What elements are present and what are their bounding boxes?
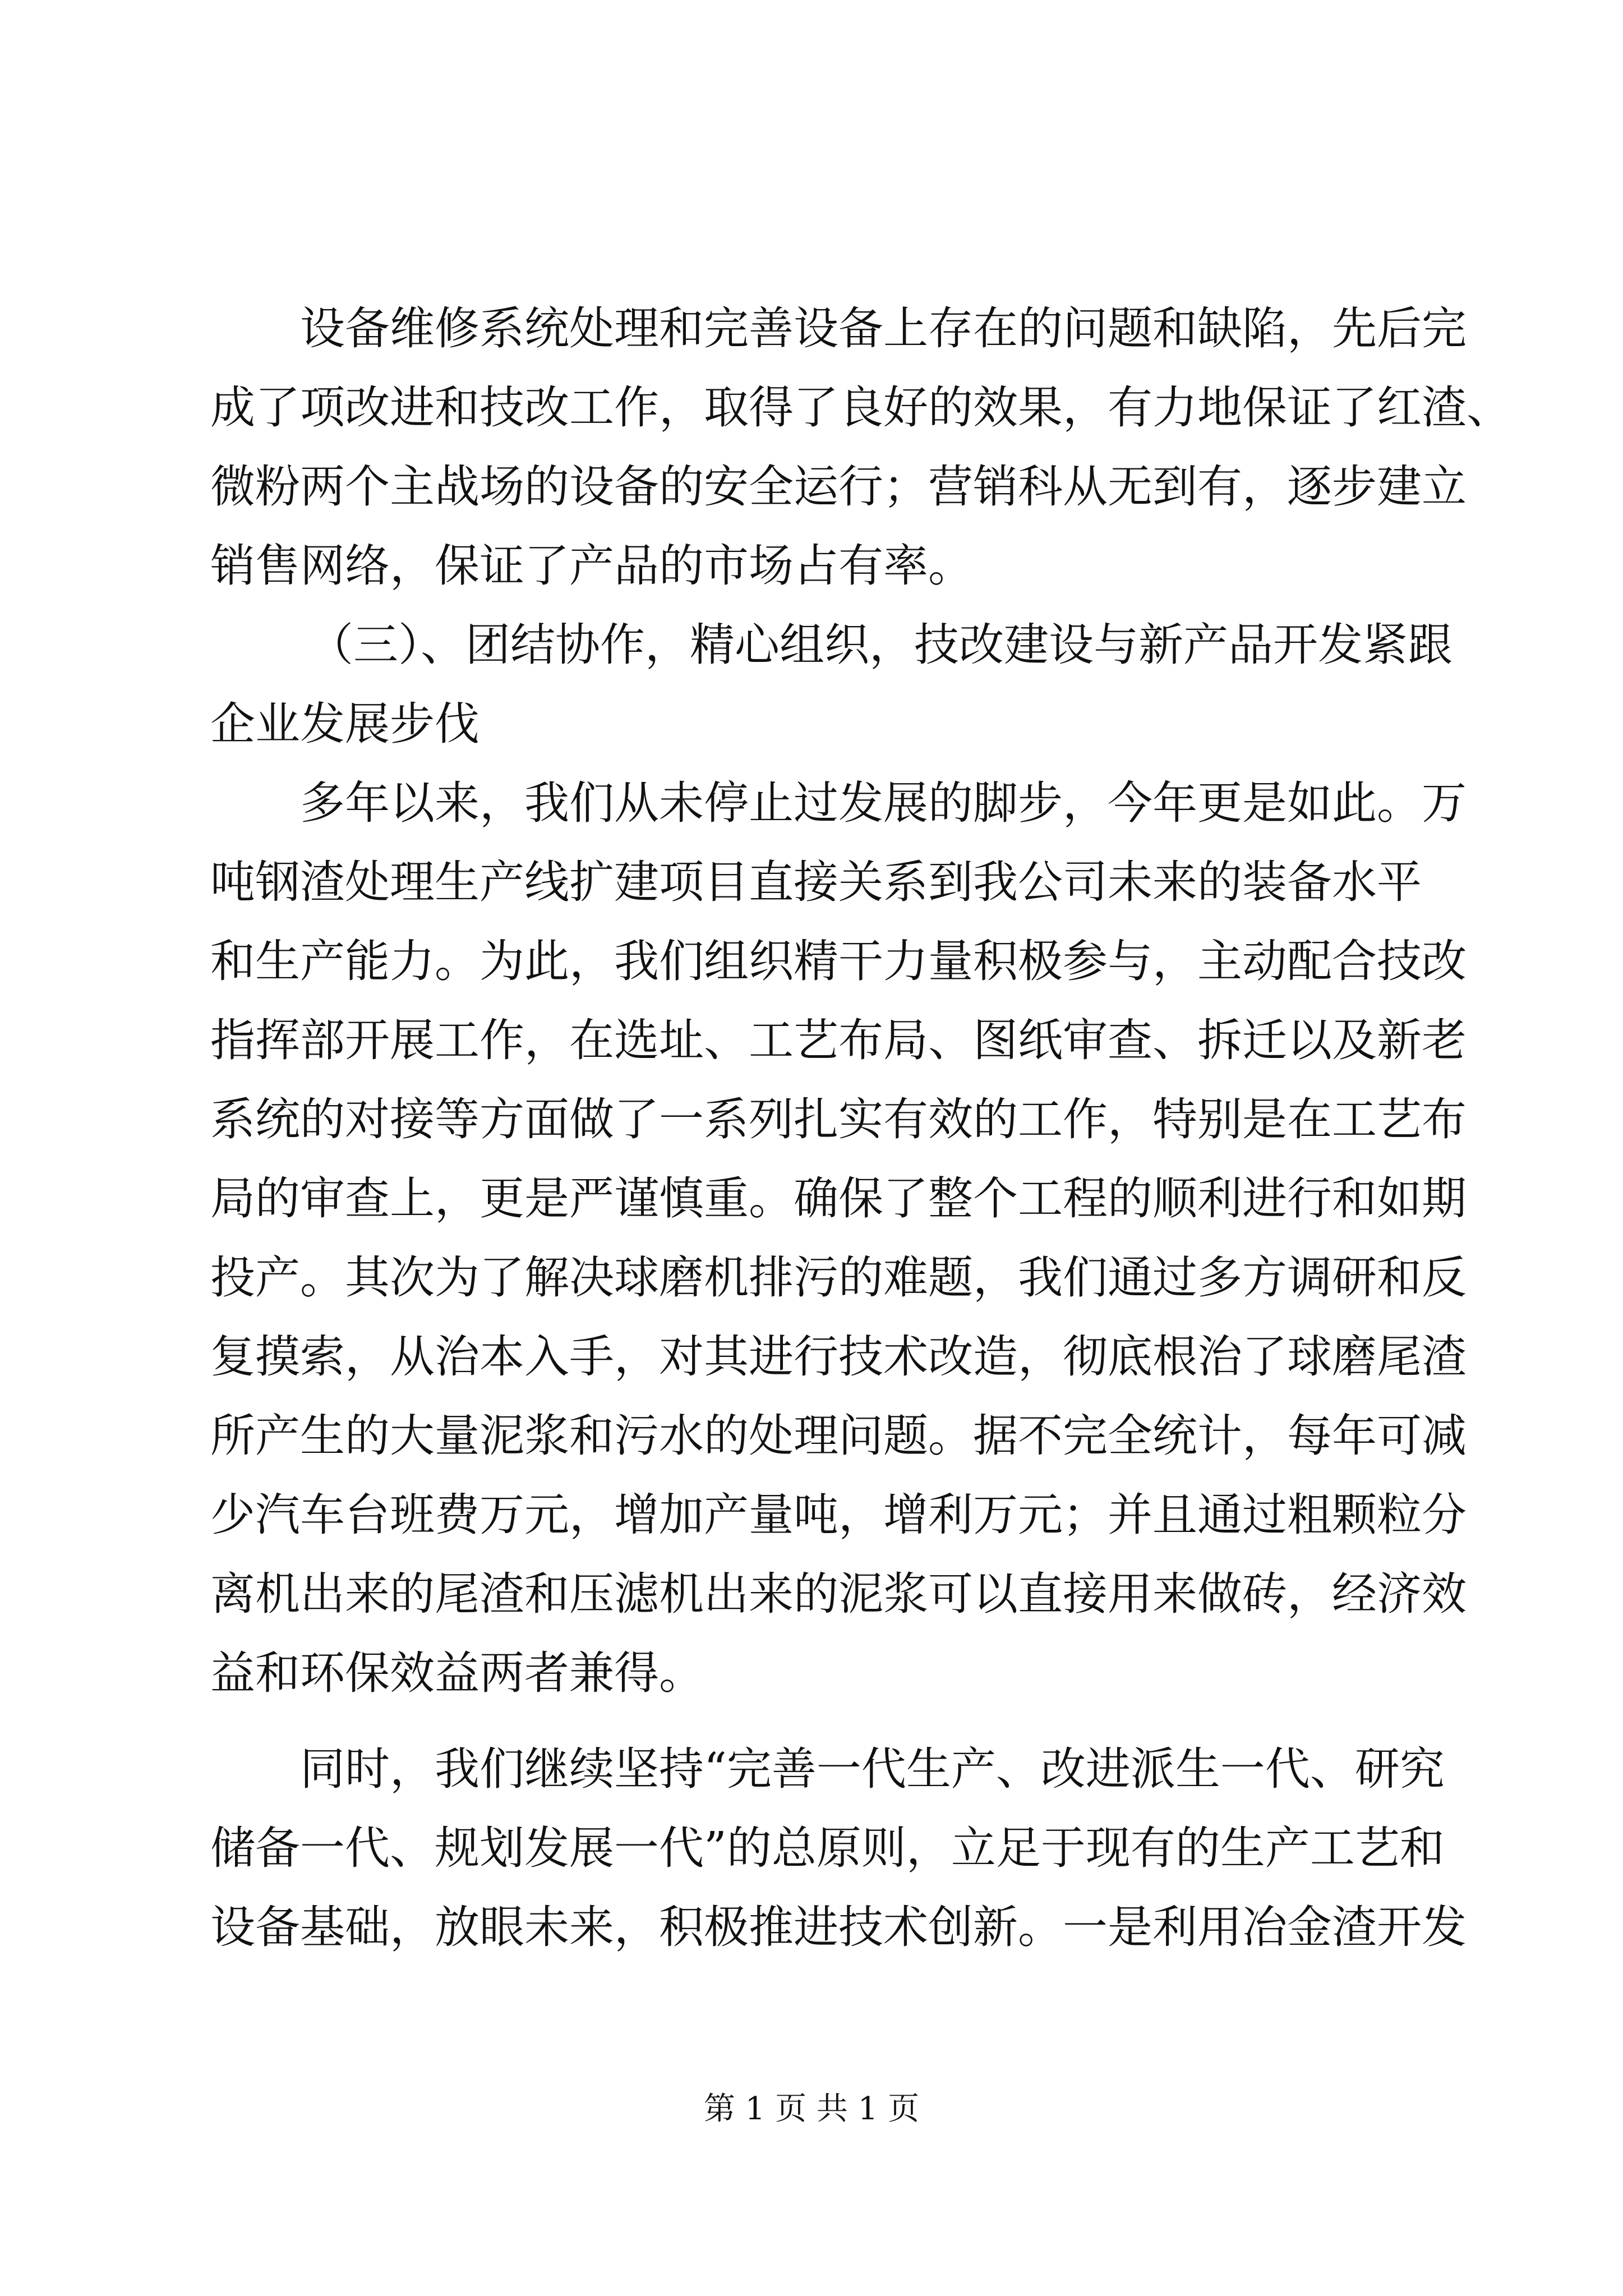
heading-line: （三）、团结协作，精心组织，技改建设与新产品开发紧跟 — [308, 619, 1453, 671]
text-line: 微粉两个主战场的设备的安全运行；营销科从无到有，逐步建立 — [210, 461, 1467, 513]
section-heading — [210, 605, 1453, 763]
text-line: 指挥部开展工作，在选址、工艺布局、图纸审查、拆迁以及新老 — [210, 1014, 1467, 1066]
text-line: 成了项改进和技改工作，取得了良好的效果，有力地保证了红渣、 — [210, 381, 1511, 434]
text-line: 和生产能力。为此，我们组织精干力量积极参与，主动配合技改 — [210, 935, 1467, 987]
text-line: 同时，我们继续坚持“完善一代生产、改进派生一代、研究 — [300, 1743, 1445, 1795]
heading-line: 企业发展步伐 — [210, 698, 479, 750]
paragraph-development — [210, 763, 1467, 1713]
text-line: 吨钢渣处理生产线扩建项目直接关系到我公司未来的装备水平 — [210, 856, 1422, 908]
text-line: 益和环保效益两者兼得。 — [210, 1647, 704, 1699]
text-line: 多年以来，我们从未停止过发展的脚步，今年更是如此。万 — [300, 777, 1467, 829]
text-line: 设备维修系统处理和完善设备上存在的问题和缺陷，先后完 — [300, 302, 1467, 355]
text-line: 所产生的大量泥浆和污水的处理问题。据不完全统计，每年可减 — [210, 1410, 1467, 1462]
page-number-footer: 第 1 页 共 1 页 — [703, 2091, 920, 2127]
paragraph-gap — [210, 1713, 1416, 1729]
text-line: 销售网络，保证了产品的市场占有率。 — [210, 540, 973, 592]
text-line: 离机出来的尾渣和压滤机出来的泥浆可以直接用来做砖，经济效 — [210, 1568, 1467, 1620]
text-line: 系统的对接等方面做了一系列扎实有效的工作，特别是在工艺布 — [210, 1093, 1467, 1145]
paragraph-equipment — [210, 289, 1511, 605]
text-line: 复摸索，从治本入手，对其进行技术改造，彻底根治了球磨尾渣 — [210, 1331, 1467, 1383]
document-body — [210, 289, 1511, 1967]
text-line: 少汽车台班费万元，增加产量吨，增利万元；并且通过粗颗粒分 — [210, 1489, 1467, 1541]
paragraph-principle — [210, 1729, 1467, 1967]
text-line: 储备一代、规划发展一代”的总原则，立足于现有的生产工艺和 — [210, 1822, 1445, 1874]
text-line: 设备基础，放眼未来，积极推进技术创新。一是利用冶金渣开发 — [210, 1901, 1467, 1953]
text-line: 局的审查上，更是严谨慎重。确保了整个工程的顺利进行和如期 — [210, 1172, 1467, 1225]
text-line: 投产。其次为了解决球磨机排污的难题，我们通过多方调研和反 — [210, 1251, 1467, 1304]
